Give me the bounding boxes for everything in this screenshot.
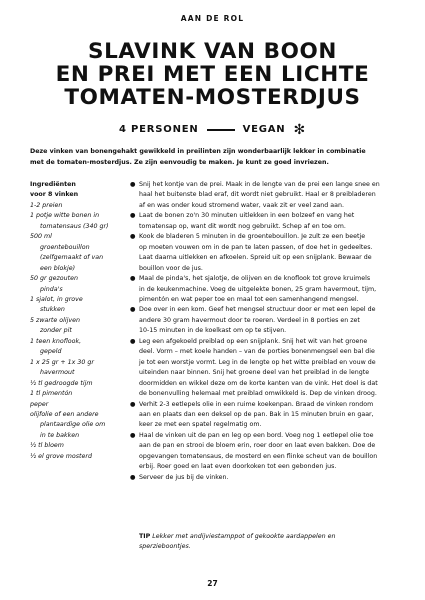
ingredient-line: een blokje): [40, 264, 76, 272]
tip: [139, 532, 399, 553]
bullet-icon: ●: [130, 181, 136, 188]
ingredient-line: groentebouillon: [40, 243, 90, 251]
step-line: Laat de bonen zo'n 30 minuten uitlekken in een bolzeef en vang het: [139, 212, 355, 220]
ingredient-line: ½ tl bloem: [30, 442, 64, 450]
ingredient-line: 500 ml: [30, 233, 52, 241]
intro-line: Deze vinken van bonengehakt gewikkeld in preilinten zijn wonderbaarlijk lekker in combinatie: [30, 148, 366, 155]
ingredient-line: 5 zwarte olijven: [30, 316, 80, 324]
step-item: [130, 400, 398, 431]
step-line: Kook de bladeren 5 minuten in de groentebouillon. Je zult ze een beetje: [139, 233, 366, 241]
bullet-icon: ●: [130, 275, 136, 283]
step-line: aan en plaats dan een deksel op de pan. Bak in 15 minuten bruin en gaar,: [139, 410, 374, 418]
step-line: Serveer de jus bij de vinken.: [139, 473, 229, 481]
step-line: Snij het kontje van de prei. Maak in de lengte van de prei een lange snee en: [139, 181, 380, 188]
section-label: AAN DE ROL: [180, 14, 245, 23]
ingredient-line: gepeld: [40, 348, 62, 356]
step-line: keer ze met een spatel regelmatig om.: [139, 421, 262, 429]
separator-dash: [207, 129, 235, 131]
tip-label: TIP: [139, 533, 151, 540]
ingredient-line: peper: [30, 400, 49, 408]
preparation-steps: [130, 180, 398, 483]
bullet-icon: ●: [130, 337, 136, 345]
recipe-title: [30, 40, 395, 109]
ingredients-list: [30, 180, 122, 462]
step-line: Doe over in een kom. Geef het mengsel structuur door er met een lepel de: [139, 306, 376, 314]
diet-label: VEGAN: [242, 124, 286, 135]
step-line: de bonenvulling helemaal met preiblad omwikkeld is. Dep de vinken droog.: [139, 390, 377, 398]
ingredient-line: (zelfgemaakt of van: [40, 254, 104, 262]
ingredients-heading: Ingrediënten: [30, 181, 76, 188]
page-number: 27: [207, 579, 218, 588]
step-item: [130, 211, 398, 232]
step-item: [130, 180, 398, 211]
ingredient-line: stukken: [40, 306, 65, 314]
ingredient-line: pinda's: [40, 285, 63, 293]
ingredient-line: 1 tl pimentón: [30, 390, 73, 398]
step-item: [130, 431, 398, 473]
recipe-title-line: TOMATEN-MOSTERDJUS: [64, 85, 361, 110]
step-line: bouillon voor de jus.: [139, 264, 203, 272]
recipe-title-line: EN PREI MET EEN LICHTE: [55, 62, 370, 87]
ingredient-line: ½ tl gedroogde tijm: [30, 379, 93, 387]
step-line: tomatensap op, want dit wordt nog gebruikt. Schep af en toe om.: [139, 222, 346, 230]
bullet-icon: ●: [130, 233, 136, 241]
recipe-meta: [0, 121, 425, 138]
step-line: in de keukenmachine. Voeg de uitgelekte bonen, 25 gram havermout, tijm,: [139, 285, 377, 293]
step-line: pimentón en wat peper toe en maal tot een samenhangend mengsel.: [139, 295, 359, 303]
step-line: uiteinden naar binnen. Snij het groene deel van het preiblad in de lengte: [139, 369, 370, 377]
step-line: Leg een afgekoeld preiblad op een snijplank. Snij het wit van het groene: [139, 337, 368, 345]
tip-line: [139, 532, 399, 542]
ingredient-line: 1 sjalot, in grove: [30, 295, 83, 303]
step-line: 10-15 minuten in de koelkast om op te stijven.: [139, 327, 287, 335]
step-line: deel. Vorm – met koele handen – van de porties bonenmengsel een bal die: [139, 348, 375, 356]
ingredient-line: plantaardige olie om: [40, 421, 106, 429]
step-line: aan de pan en strooi de bloem erin, roer door en laat even bakken. Doe de: [139, 442, 376, 450]
step-item: [130, 305, 398, 336]
ingredient-line: 1 teen knoflook,: [30, 337, 82, 345]
ingredient-line: 1 potje witte bonen in: [30, 212, 100, 220]
ingredient-line: 50 gr gezouten: [30, 275, 78, 283]
ingredient-line: havermout: [40, 369, 75, 377]
step-line: Laat daarna uitlekken en afkoelen. Spreid uit op een snijplank. Bewaar de: [139, 254, 372, 262]
step-line: doormidden en wikkel deze om de korte kanten van de vink. Het doel is dat: [139, 379, 378, 387]
tip-text: Lekker met andijviestamppot of gekookte aardappelen en: [152, 533, 336, 540]
ingredient-line: zonder pit: [40, 327, 72, 335]
intro-text: [30, 146, 400, 168]
vegan-star-icon: ✻: [293, 121, 306, 138]
ingredient-line: 1 x 25 gr + 1x 30 gr: [30, 358, 94, 366]
servings-label: 4 PERSONEN: [119, 124, 199, 135]
tip-line: sperzieboontjes.: [139, 543, 191, 551]
step-line: erbij. Roer goed en laat even doorkoken tot een gebonden jus.: [139, 463, 337, 471]
ingredient-line: ½ el grove mosterd: [30, 452, 92, 460]
recipe-title-line: SLAVINK VAN BOON: [88, 39, 337, 64]
step-line: andere 30 gram havermout door te roeren. Verdeel in 8 porties en zet: [139, 316, 360, 324]
bullet-icon: ●: [130, 400, 136, 408]
ingredient-lines: [30, 201, 122, 462]
bullet-icon: ●: [130, 473, 136, 481]
step-line: je tot een worstje vormt. Leg in de lengte op het witte preiblad en vouw de: [139, 358, 376, 366]
bullet-icon: ●: [130, 431, 136, 439]
ingredients-heading: voor 8 vinken: [30, 191, 79, 199]
step-line: Haal de vinken uit de pan en leg op een bord. Voeg nog 1 eetlepel olie toe: [139, 431, 374, 439]
intro-line: met de tomaten-mosterdjus. Ze zijn eenvoudig te maken. Je kunt ze goed invriezen.: [30, 159, 329, 166]
step-line: haal het buitenste blad eraf, dit wordt niet gebruikt. Haal er 8 preibladeren: [139, 191, 376, 199]
ingredient-line: tomatensaus (340 gr): [40, 222, 109, 230]
step-item: [130, 337, 398, 400]
step-line: af en was onder koud stromend water, vaak zit er veel zand aan.: [139, 201, 344, 209]
step-item: [130, 274, 398, 305]
step-line: op moeten vouwen om in de pan te laten passen, of doe het in gedeeltes.: [139, 243, 373, 251]
step-item: [130, 473, 398, 483]
ingredient-line: in te bakken: [40, 431, 80, 439]
bullet-icon: ●: [130, 212, 136, 220]
step-line: opgevangen tomatensaus, de mosterd en een flinke scheut van de bouillon: [139, 452, 378, 460]
ingredient-line: 1-2 preien: [30, 201, 63, 209]
step-line: Maal de pinda's, het sjalotje, de olijven en de knoflook tot grove kruimels: [139, 275, 371, 283]
ingredient-line: olijfolie of een andere: [30, 410, 99, 418]
step-line: Verhit 2-3 eetlepels olie in een ruime koekenpan. Braad de vinken rondom: [139, 400, 374, 408]
step-item: [130, 232, 398, 274]
bullet-icon: ●: [130, 306, 136, 314]
